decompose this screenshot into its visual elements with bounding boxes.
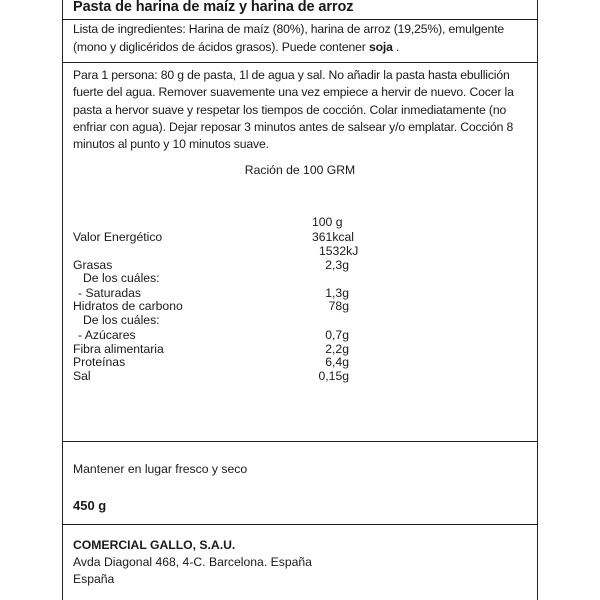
energy-kj: 1532kJ — [319, 244, 359, 258]
nutrient-label: De los cuáles: — [83, 271, 160, 285]
nutrition-energy-kj-row — [63, 244, 537, 259]
title-divider — [63, 19, 537, 20]
storage-text: Mantener en lugar fresco y seco — [73, 462, 248, 476]
nutrient-label: - Saturadas — [78, 286, 142, 300]
nutrition-heading: Ración de 100 GRM — [244, 163, 356, 177]
nutrient-value: 2,2g — [325, 342, 349, 356]
nutrition-per-label: 100 g — [312, 215, 343, 229]
ingredients-text — [73, 21, 535, 56]
nutrition-row — [63, 355, 537, 370]
nutrition-row — [63, 369, 537, 384]
nutrition-energy-row — [63, 230, 537, 245]
nutrition-row — [63, 328, 537, 343]
nutrient-label: Grasas — [73, 258, 113, 272]
nutrient-value: 78g — [328, 299, 349, 313]
nutrient-label: Fibra alimentaria — [73, 342, 164, 356]
weight-divider — [63, 524, 537, 525]
nutrient-label: Proteínas — [73, 355, 126, 369]
nutrient-label: - Azúcares — [78, 328, 136, 342]
nutrient-label: Sal — [73, 369, 91, 383]
ingredients-main: Lista de ingredientes: Harina de maíz (80%), harina de arroz (19,25%), emulgente (mono y diglicéridos de ácidos grasos). Puede contener — [73, 22, 505, 54]
company-name: COMERCIAL GALLO, S.A.U. — [73, 538, 236, 552]
nutrition-row — [63, 271, 537, 286]
nutrient-label: De los cuáles: — [83, 313, 160, 327]
ingredients-end: . — [392, 39, 400, 54]
ingredients-divider — [63, 62, 537, 63]
nutrition-divider — [63, 441, 537, 442]
product-title: Pasta de harina de maíz y harina de arroz — [73, 0, 354, 15]
allergen-soja: soja — [368, 39, 393, 54]
nutrition-row — [63, 313, 537, 328]
nutrition-row — [63, 299, 537, 314]
energy-kcal: 361kcal — [312, 230, 355, 244]
net-weight: 450 g — [73, 498, 107, 513]
nutrient-label: Hidratos de carbono — [73, 299, 183, 313]
nutrient-value: 1,3g — [325, 286, 349, 300]
nutrient-value: 0,7g — [325, 328, 349, 342]
preparation-text: Para 1 persona: 80 g de pasta, 1l de agua y sal. No añadir la pasta hasta ebullición fuerte del agua. Remover suavemente una vez empiece a hervir de nuevo. Cocer la pasta a hervor suave y respetar los tiempos de cocción. Colar inmediatamente (no enfriar con agua). Dejar reposar 3 minutos antes de salsear y/o emplatar. Cocción 8 minutos al punto y 10 minutos suave. — [73, 68, 514, 152]
company-country: España — [73, 572, 115, 586]
company-address: Avda Diagonal 468, 4-C. Barcelona. España — [73, 555, 312, 569]
energy-label: Valor Energético — [73, 230, 163, 244]
nutrition-per-row — [63, 215, 537, 230]
label-frame — [62, 0, 538, 600]
nutrient-value: 2,3g — [325, 258, 349, 272]
nutrient-value: 0,15g — [318, 369, 349, 383]
nutrient-value: 6,4g — [325, 355, 349, 369]
